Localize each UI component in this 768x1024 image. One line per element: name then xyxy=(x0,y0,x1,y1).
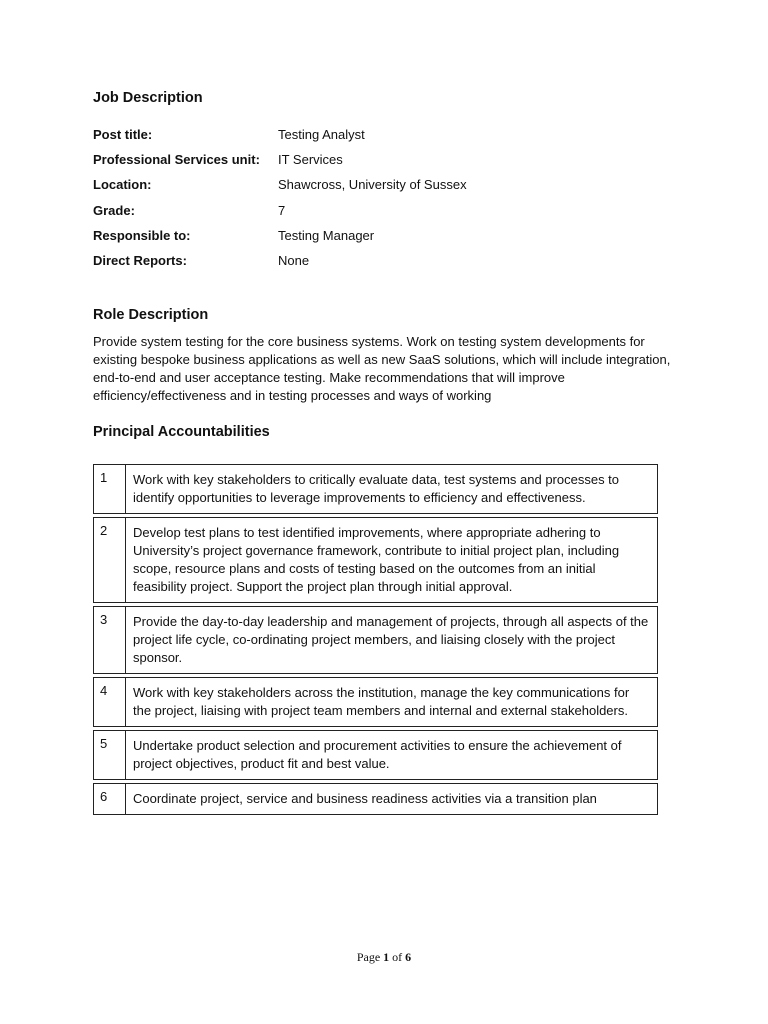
accountability-number: 1 xyxy=(94,465,126,513)
accountability-row xyxy=(93,464,658,514)
accountability-text: Coordinate project, service and business readiness activities via a transition plan xyxy=(133,791,597,806)
accountability-text: Undertake product selection and procurement activities to ensure the achievement of project objectives, product fit and best value. xyxy=(133,738,622,771)
accountability-text: Work with key stakeholders to critically evaluate data, test systems and processes to identify opportunities to leverage improvements to efficiency and effectiveness. xyxy=(133,472,620,505)
detail-value: Testing Manager xyxy=(278,227,375,243)
accountability-number: 6 xyxy=(94,784,126,814)
accountability-text: Work with key stakeholders across the institution, manage the key communications for the project, liaising with project team members and internal and external stakeholders. xyxy=(133,685,630,718)
current-page-number: 1 xyxy=(383,950,390,964)
accountability-row xyxy=(93,730,658,780)
detail-label: Grade: xyxy=(93,202,135,218)
detail-value: IT Services xyxy=(278,152,343,168)
job-description-heading: Job Description xyxy=(93,90,203,106)
detail-row-unit xyxy=(93,152,613,177)
accountability-row xyxy=(93,517,658,603)
accountability-row xyxy=(93,783,658,815)
accountability-number: 3 xyxy=(94,607,126,673)
detail-value: Testing Analyst xyxy=(278,127,365,142)
accountability-row xyxy=(93,606,658,674)
job-details-list xyxy=(93,127,613,278)
detail-value: 7 xyxy=(278,202,286,218)
detail-row-direct-reports xyxy=(93,253,613,278)
detail-value: Shawcross, University of Sussex xyxy=(278,177,467,193)
accountabilities-table xyxy=(93,464,658,818)
detail-label: Direct Reports: xyxy=(93,252,187,268)
accountability-number: 2 xyxy=(94,518,126,602)
detail-value: None xyxy=(278,252,310,268)
detail-row-grade xyxy=(93,203,613,228)
accountability-number: 5 xyxy=(94,731,126,779)
detail-label: Responsible to: xyxy=(93,227,191,243)
detail-row-post-title xyxy=(93,127,613,152)
detail-label: Location: xyxy=(93,177,152,193)
detail-row-responsible-to xyxy=(93,228,613,253)
accountability-text: Develop test plans to test identified improvements, where appropriate adhering to University’s project governance framework, contribute to initial project plan, including scope, resource plans and costs of testing based on the outcomes from an initial feasibility project. Support the project plan through initial approval. xyxy=(133,525,620,594)
detail-label: Professional Services unit: xyxy=(93,152,260,168)
total-pages-number: 6 xyxy=(405,950,412,964)
page-label: Page xyxy=(356,950,381,964)
page-footer xyxy=(0,950,768,965)
accountability-text: Provide the day-to-day leadership and management of projects, through all aspects of the project life cycle, co-ordinating project members, and liaising closely with the project sponsor. xyxy=(133,614,649,665)
principal-accountabilities-heading: Principal Accountabilities xyxy=(93,424,270,440)
role-description-text: Provide system testing for the core business systems. Work on testing system developments for existing bespoke business applications as well as new SaaS solutions, which will include integration, end-to-end and user acceptance testing. Make recommendations that will improve efficiency/effectiveness and in testing processes and ways of working xyxy=(93,334,671,403)
detail-label: Post title: xyxy=(93,127,153,142)
of-label: of xyxy=(392,950,403,964)
detail-row-location xyxy=(93,177,613,202)
role-description-heading: Role Description xyxy=(93,307,209,323)
accountability-row xyxy=(93,677,658,727)
accountability-number: 4 xyxy=(94,678,126,726)
